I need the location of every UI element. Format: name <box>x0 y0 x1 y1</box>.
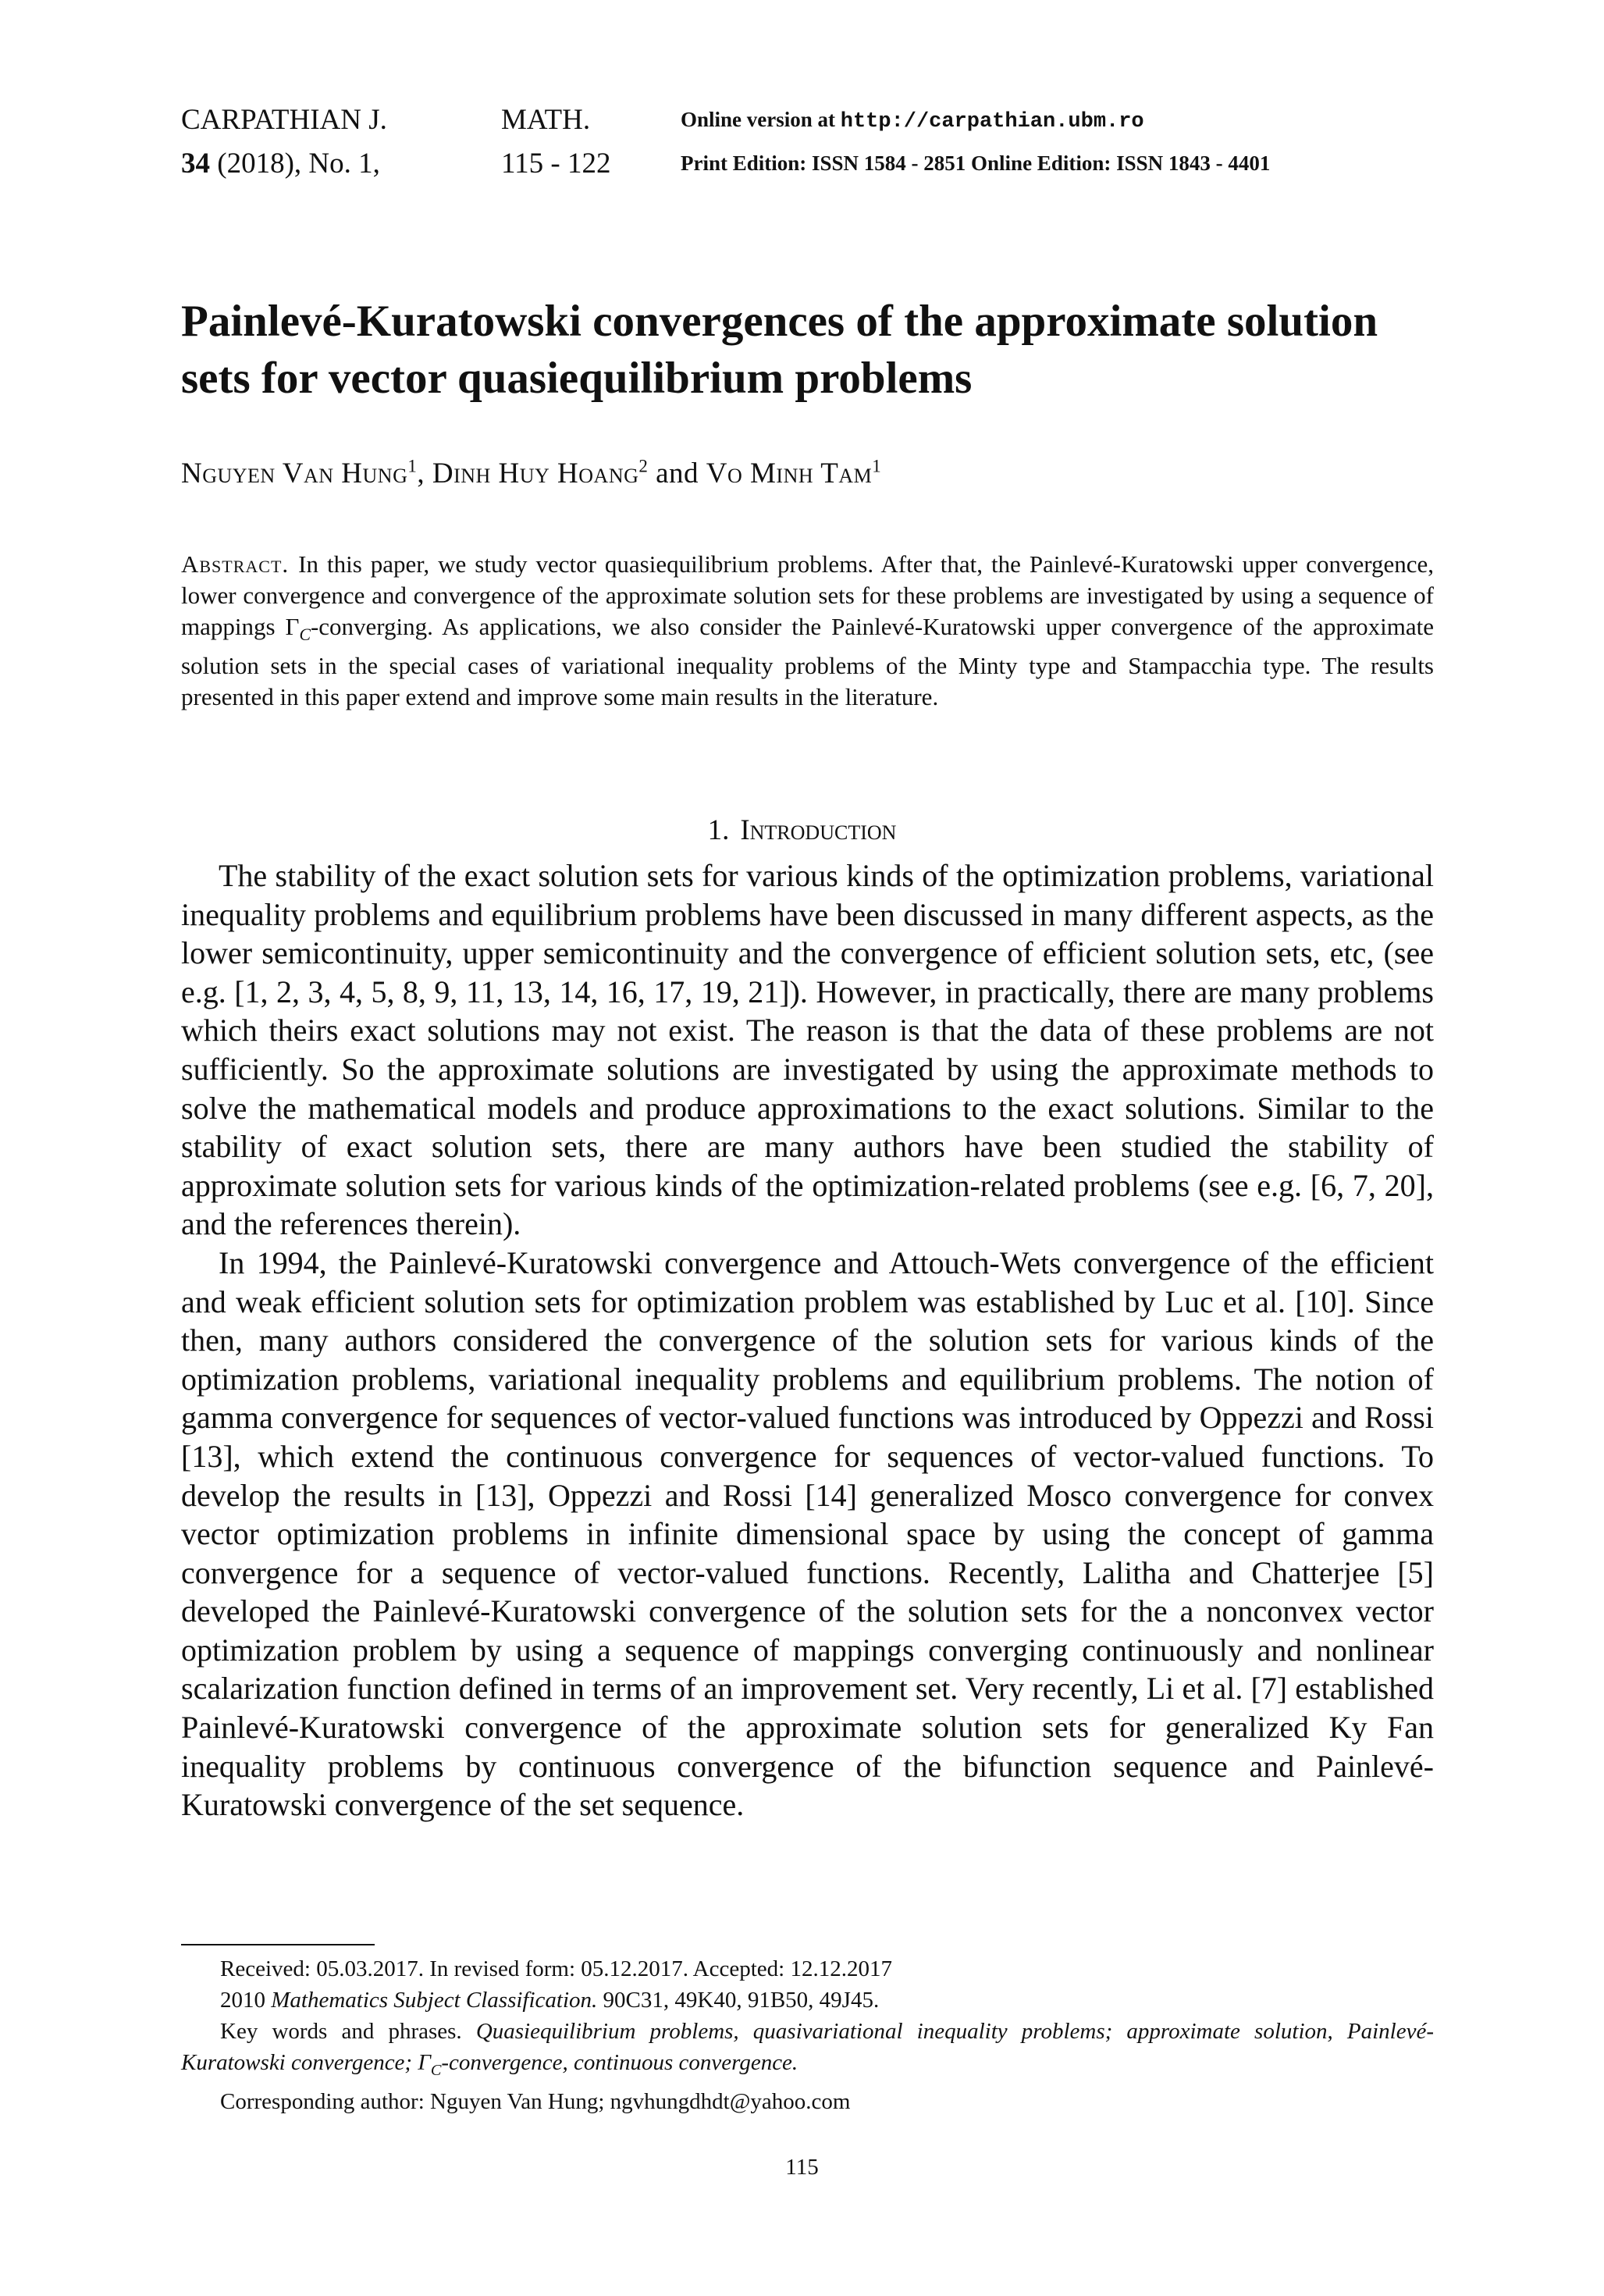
online-version <box>681 108 1144 133</box>
author-name: Nguyen Van Hung <box>181 457 408 489</box>
page-number: 115 <box>785 2155 819 2180</box>
author-affiliation: 1 <box>872 456 882 476</box>
author-separator: and <box>648 457 706 489</box>
paper-title: Painlevé-Kuratowski convergences of the approximate solution sets for vector quasiequilibrium problems <box>181 297 1378 403</box>
journal-math: MATH. <box>501 104 591 136</box>
corresponding-author: Corresponding author: Nguyen Van Hung; ngvhungdhdt@yahoo.com <box>220 2088 851 2114</box>
journal-name: CARPATHIAN J. <box>181 104 387 136</box>
keywords <box>181 2016 1434 2086</box>
author-name: Dinh Huy Hoang <box>432 457 639 489</box>
volume-number: 34 <box>181 148 210 180</box>
footnote-rule <box>181 1944 375 1945</box>
msc-label: Mathematics Subject Classification. <box>271 1988 598 2013</box>
msc-year: 2010 <box>220 1988 272 2013</box>
msc-classification <box>181 1985 1434 2016</box>
author-name: Vo Minh Tam <box>706 457 873 489</box>
author-affiliation: 2 <box>638 456 649 476</box>
abstract-label: Abstract. <box>181 550 290 578</box>
author-list <box>181 457 1446 490</box>
section-number: 1. <box>707 814 730 846</box>
year-issue: (2018), No. 1, <box>210 148 380 180</box>
paragraph: The stability of the exact solution sets for various kinds of the optimization problems, variational inequality problems and equilibrium problems have been discussed in many different aspects, as the lower semicontinuity, upper semicontinuity and the convergence of efficient solution sets, etc, (see e.g. [1, 2, 3, 4, 5, 8, 9, 11, 13, 14, 16, 17, 19, 21]). However, in practically, there are many problems which theirs exact solutions may not exist. The reason is that the data of these problems are not sufficiently. So the approximate solutions are investigated by using the approximate methods to solve the mathematical models and produce approximations to the exact solutions. Similar to the stability of exact solution sets, there are many authors have been studied the stability of approximate solution sets for various kinds of the optimization-related problems (see e.g. [6, 7, 20], and the references therein). <box>181 858 1434 1242</box>
author-separator: , <box>417 457 432 489</box>
author-affiliation: 1 <box>407 456 418 476</box>
volume-info <box>181 147 380 180</box>
journal-url[interactable]: http://carpathian.ubm.ro <box>840 110 1144 133</box>
footnotes <box>181 1953 1434 2117</box>
keywords-label: Key words and phrases. <box>220 2019 476 2044</box>
msc-codes: 90C31, 49K40, 91B50, 49J45. <box>597 1988 880 2013</box>
received-dates: Received: 05.03.2017. In revised form: 05.12.2017. Accepted: 12.12.2017 <box>220 1956 892 1981</box>
online-prefix: Online version at <box>681 108 841 131</box>
journal-masthead <box>181 103 1446 190</box>
body-text <box>181 856 1434 1824</box>
keywords-text: Quasiequilibrium problems, quasivariational inequality problems; approximate solution, Painlevé-Kuratowski convergence; $\Gamma_C$-convergence, continuous convergence. <box>181 2019 1434 2079</box>
issn-info: Print Edition: ISSN 1584 - 2851 Online Edition: ISSN 1843 - 4401 <box>681 151 1271 175</box>
section-title: Introduction <box>740 814 897 846</box>
section-heading <box>0 813 1604 847</box>
abstract <box>181 549 1434 713</box>
paragraph: In 1994, the Painlevé-Kuratowski convergence and Attouch-Wets convergence of the efficient and weak efficient solution sets for optimization problem was established by Luc et al. [10]. Since then, many authors considered the convergence of the solution sets for various kinds of the optimization problems, variational inequality problems and equilibrium problems. The notion of gamma convergence for sequences of vector-valued functions was introduced by Oppezzi and Rossi [13], which extend the continuous convergence for sequences of vector-valued functions. To develop the results in [13], Oppezzi and Rossi [14] generalized Mosco convergence for convex vector optimization problems in infinite dimensional space by using the concept of gamma convergence for a sequence of vector-valued functions. Recently, Lalitha and Chatterjee [5] developed the Painlevé-Kuratowski convergence of the solution sets for the a nonconvex vector optimization problem by using a sequence of mappings converging continuously and nonlinear scalarization function defined in terms of an improvement set. Very recently, Li et al. [7] established Painlevé-Kuratowski convergence of the approximate solution sets for generalized Ky Fan inequality problems by continuous convergence of the bifunction sequence and Painlevé-Kuratowski convergence of the set sequence. <box>181 1244 1434 1823</box>
page-range: 115 - 122 <box>501 148 611 180</box>
abstract-text: In this paper, we study vector quasiequilibrium problems. After that, the Painlevé-Kuratowski upper convergence, lower convergence and convergence of the approximate solution sets for these problems are investigated by using a sequence of mappings $\Gamma_C$-converging. As applications, we also consider the Painlevé-Kuratowski upper convergence of the approximate solution sets in the special cases of variational inequality problems of the Minty type and Stampacchia type. The results presented in this paper extend and improve some main results in the literature. <box>181 550 1434 711</box>
